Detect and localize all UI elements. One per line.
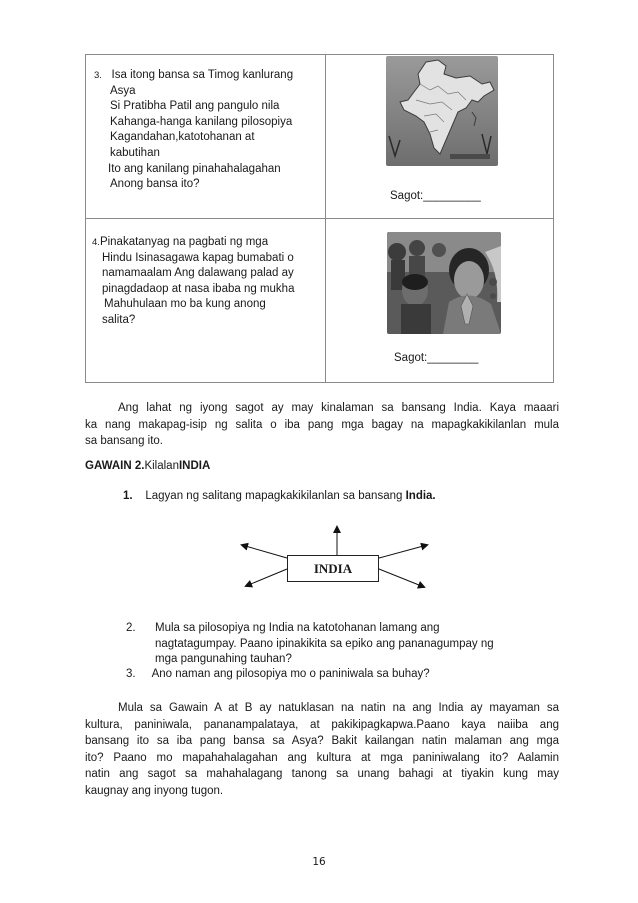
india-center-box: [287, 555, 379, 582]
item-text: Ano naman ang pilosopiya mo o paniniwala sa buhay?: [151, 668, 430, 680]
question-line: Kagandahan,katotohanan at: [110, 131, 255, 144]
question-line: namamaalam Ang dalawang palad ay: [102, 267, 294, 280]
paragraph-line: bansang ito sa iba pang bansa sa Asya? Bakit kailangan natin malaman ang mga: [85, 735, 559, 747]
question-line: Kahanga-hanga kanilang pilosopiya: [110, 115, 293, 128]
question-line: Mahuhulaan mo ba kung anong: [104, 298, 266, 311]
item-text: Lagyan ng salitang mapagkakikilanlan sa bansang: [145, 490, 406, 502]
paragraph-line: ito? Paano mo mapahahalagahan ang kultura at mga paniniwalang ito? Aalamin: [85, 751, 559, 764]
item-line: nagtatagumpay. Paano ipinakikita sa epiko ang pananagumpay ng: [155, 637, 494, 650]
gawain-title-bold: INDIA: [178, 460, 211, 472]
question-number: 3.: [94, 70, 102, 81]
question-line: Si Pratibha Patil ang pangulo nila: [110, 100, 280, 113]
question-line: Anong bansa ito?: [110, 178, 200, 191]
item-line: mga pangunahing tauhan?: [155, 653, 292, 665]
answer-blank-4: Sagot:________: [394, 352, 479, 364]
instruction-item-3: [126, 667, 430, 683]
question-line: Asya: [110, 84, 136, 97]
question-line: kabutihan: [110, 146, 160, 159]
paragraph-line: natin ang sagot sa mahahalagang tanong sa unang bahagi at tiyakin kung may: [85, 768, 559, 780]
question-line: Pinakatanyag na pagbati ng mga: [99, 236, 269, 248]
india-map-image: [386, 56, 498, 166]
india-center-label: INDIA: [313, 560, 353, 576]
gawain-title-prefix: Kilalan: [144, 460, 179, 472]
item-number: 2.: [126, 622, 136, 634]
question-line: Ito ang kanilang pinahahalagahan: [108, 162, 281, 175]
gawain-label: GAWAIN 2.: [85, 460, 145, 472]
intro-paragraph: [85, 400, 559, 450]
paragraph-line: Mula sa Gawain A at B ay natuklasan na natin na ang India ay mayaman sa: [118, 702, 559, 714]
instruction-item-2: [126, 621, 566, 668]
item-bold-word: India.: [405, 490, 436, 502]
question-line: pinagdadaop at nasa ibaba ng mukha: [102, 282, 295, 295]
paragraph-line: kultura, paniniwala, pananampalataya, at pakikipagkapwa.Paano kaya naiiba ang: [85, 718, 559, 731]
question-number: 4.: [92, 237, 100, 248]
table-row-divider: [85, 218, 554, 219]
gawain-heading: [85, 460, 210, 472]
question-4: [92, 235, 320, 329]
instruction-item-1: [123, 489, 436, 505]
paragraph-line: Ang lahat ng iyong sagot ay may kinalaman sa bansang India. Kaya maaari: [118, 402, 559, 414]
paragraph-line: ka nang makapag-isip ng salita o iba pang mga bagay na mapagkakikilanlan mula: [85, 418, 559, 431]
item-line: Mula sa pilosopiya ng India na katotohanan lamang ang: [155, 622, 440, 634]
paragraph-line: sa bansang ito.: [85, 435, 164, 447]
paragraph-line: kaugnay ang inyong tugon.: [85, 784, 224, 797]
answer-blank-3: Sagot:_________: [390, 190, 481, 202]
item-number: 1.: [123, 490, 133, 502]
page-number: 16: [312, 856, 326, 868]
question-line: Hindu Isinasagawa kapag bumabati o: [102, 251, 294, 264]
question-line: salita?: [102, 313, 136, 326]
namaste-photo: [387, 232, 501, 334]
closing-paragraph: [85, 700, 559, 799]
item-number: 3.: [126, 668, 136, 680]
question-3: [94, 68, 319, 193]
question-line: Isa itong bansa sa Timog kanlurang: [111, 69, 294, 81]
